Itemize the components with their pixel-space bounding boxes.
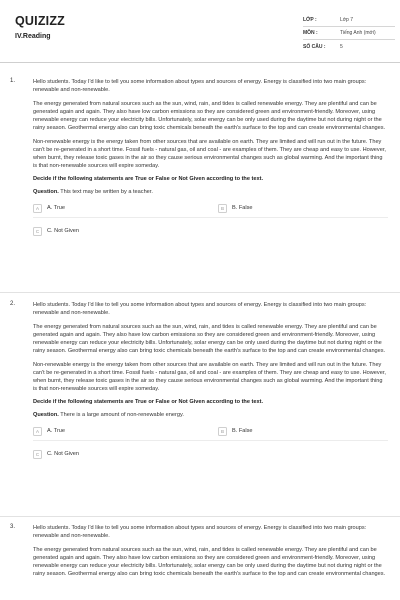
meta-info-table	[303, 14, 395, 53]
meta-label: MÔN :	[303, 30, 318, 36]
option-letter-box: B	[218, 204, 227, 213]
section-title: IV.Reading	[15, 33, 51, 40]
question-body	[33, 524, 388, 584]
option-label: A. True	[47, 428, 66, 434]
passage-paragraph: The energy generated from natural sources such as the sun, wind, rain, and tides is called renewable energy. They are plentiful and can be generated again and again. They also have low carbon emissions so they are considered green and environment-friendly. Moreover, using renewable energy can reduce your electricity bills. Unfortunately, solar energy can be only used during the daytime but not during night or the rainy season. Geothermal energy also can bring toxic chemicals beneath the earth's surface to the top and can create environmental changes.	[33, 101, 386, 131]
question-divider	[0, 516, 400, 517]
answer-options	[33, 203, 388, 239]
question-text	[33, 412, 388, 418]
option-c[interactable]	[33, 449, 79, 459]
meta-value: Tiếng Anh (mới)	[340, 30, 376, 36]
question-number: 2.	[10, 301, 16, 307]
option-label: B. False	[232, 205, 253, 211]
option-label: C. Not Given	[47, 451, 80, 457]
page-header	[0, 0, 400, 62]
option-letter-box: C	[33, 227, 42, 236]
option-letter-box: B	[218, 427, 227, 436]
option-label: A. True	[47, 205, 66, 211]
question-label: Question.	[33, 412, 59, 418]
meta-row-subject	[303, 27, 395, 40]
option-separator	[33, 217, 388, 218]
quizizz-logo: QUIZIZZ	[15, 14, 66, 28]
passage-paragraph: Non-renewable energy is the energy taken from other sources that are available on earth. They are limited and will run out in the future. They can't be re-generated in a short time. Fossil fuels - natural gas, oil and coal - are examples of them. They are cheap and easy to use. However, when burnt, they release toxic gases in the air so they cause serious environmental changes such as global warming. And the important thing is that non-renewable sources will expire someday.	[33, 362, 386, 392]
question-statement: This text may be written by a teacher.	[58, 189, 153, 195]
option-a[interactable]	[33, 426, 65, 436]
option-c[interactable]	[33, 226, 79, 236]
meta-row-count	[303, 40, 395, 53]
option-label: C. Not Given	[47, 228, 80, 234]
question-body	[33, 301, 388, 462]
option-letter-box: C	[33, 450, 42, 459]
meta-label: SỐ CÂU :	[303, 43, 326, 50]
option-b[interactable]	[218, 426, 253, 436]
passage-paragraph: Hello students. Today I'd like to tell you some information about types and sources of energy. Energy is classified into two main groups: renewable and non-renewable.	[33, 525, 367, 539]
instruction-text: Decide if the following statements are True or False or Not Given according to the text.	[33, 176, 264, 182]
header-divider	[0, 62, 400, 63]
passage-paragraph: Hello students. Today I'd like to tell you some information about types and sources of energy. Energy is classified into two main groups: renewable and non-renewable.	[33, 79, 367, 93]
passage-paragraph: Hello students. Today I'd like to tell you some information about types and sources of energy. Energy is classified into two main groups: renewable and non-renewable.	[33, 302, 367, 316]
option-separator	[33, 440, 388, 441]
question-body	[33, 78, 388, 239]
option-label: B. False	[232, 428, 253, 434]
passage-paragraph: The energy generated from natural sources such as the sun, wind, rain, and tides is called renewable energy. They are plentiful and can be generated again and again. They also have low carbon emissions so they are considered green and environment-friendly. Moreover, using renewable energy can reduce your electricity bills. Unfortunately, solar energy can be only used during the daytime but not during night or the rainy season. Geothermal energy also can bring toxic chemicals beneath the earth's surface to the top and can create environmental changes.	[33, 324, 386, 354]
question-statement: There is a large amount of non-renewable energy.	[58, 412, 184, 418]
answer-options	[33, 426, 388, 462]
option-letter-box: A	[33, 204, 42, 213]
question-label: Question.	[33, 189, 59, 195]
option-a[interactable]	[33, 203, 65, 213]
question-text	[33, 189, 388, 195]
instruction-text: Decide if the following statements are True or False or Not Given according to the text.	[33, 399, 264, 405]
meta-label: LỚP :	[303, 17, 317, 23]
passage-paragraph: Non-renewable energy is the energy taken from other sources that are available on earth. They are limited and will run out in the future. They can't be re-generated in a short time. Fossil fuels - natural gas, oil and coal - are examples of them. They are cheap and easy to use. However, when burnt, they release toxic gases in the air so they cause serious environmental changes such as global warming. And the important thing is that non-renewable sources will expire someday.	[33, 139, 386, 169]
meta-row-class	[303, 14, 395, 27]
passage-paragraph: The energy generated from natural sources such as the sun, wind, rain, and tides is called renewable energy. They are plentiful and can be generated again and again. They also have low carbon emissions so they are considered green and environment-friendly. Moreover, using renewable energy can reduce your electricity bills. Unfortunately, solar energy can be only used during the daytime but not during night or the rainy season. Geothermal energy also can bring toxic chemicals beneath the earth's surface to the top and can create environmental changes.	[33, 547, 386, 577]
question-divider	[0, 292, 400, 293]
option-letter-box: A	[33, 427, 42, 436]
question-number: 3.	[10, 524, 16, 530]
meta-value: 5	[340, 43, 343, 50]
question-number: 1.	[10, 78, 16, 84]
meta-value: Lớp 7	[340, 17, 354, 23]
option-b[interactable]	[218, 203, 253, 213]
